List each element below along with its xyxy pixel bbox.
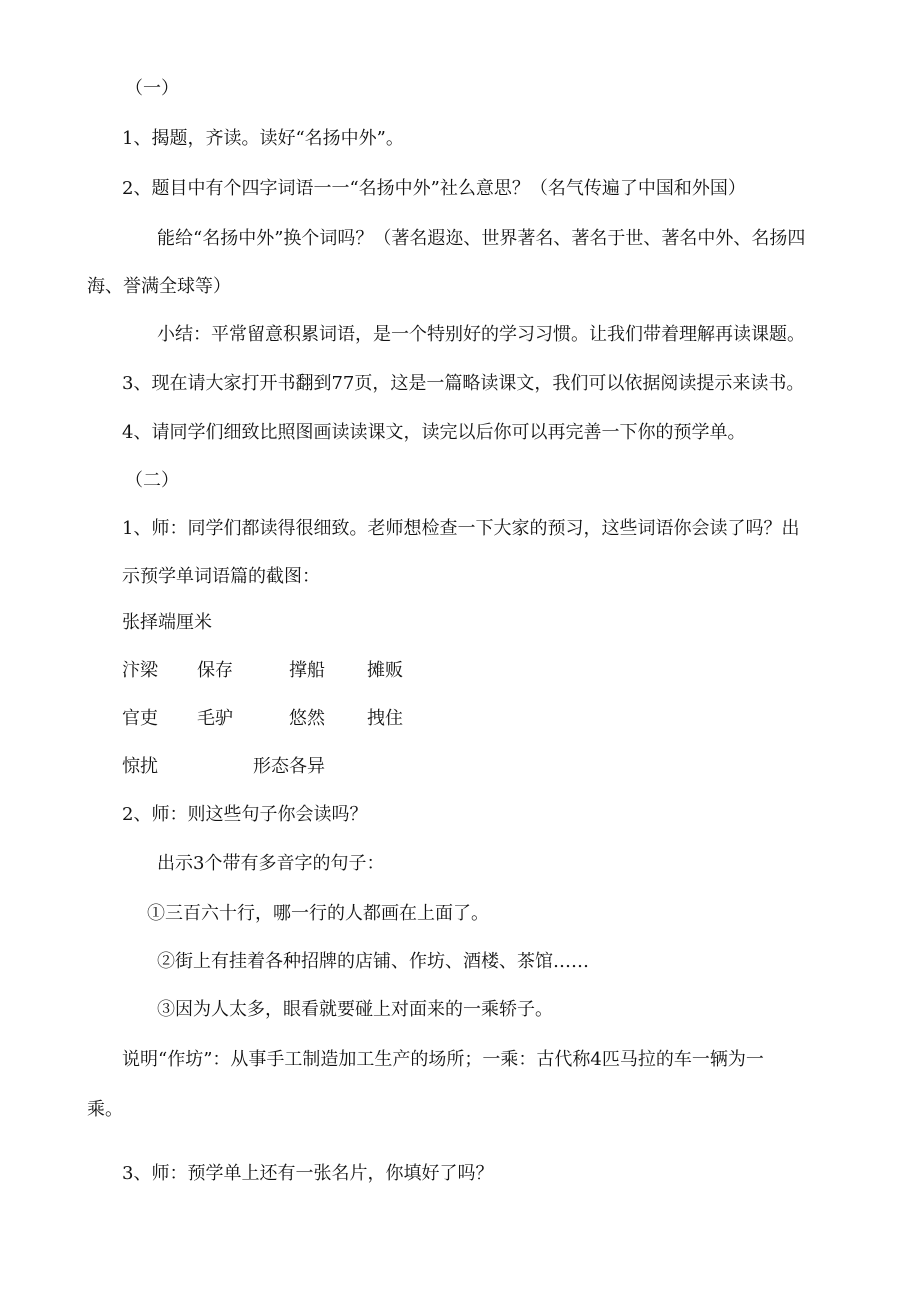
paragraph-s2-item-1-line-1: 1、师：同学们都读得很细致。老师想检查一下大家的预习，这些词语你会读了吗？出: [122, 518, 800, 539]
sentence-item: ①三百六十行，哪一行的人都画在上面了。: [147, 903, 489, 924]
word-item: 撑船: [289, 660, 325, 681]
word-item: 毛驴: [197, 708, 233, 729]
paragraph-note-line-2: 乘。: [87, 1099, 123, 1120]
word-item: 汴梁: [122, 660, 158, 681]
paragraph-summary: 小结：平常留意积累词语，是一个特别好的学习习惯。让我们带着理解再读课题。: [157, 324, 805, 345]
sentence-item: ③因为人太多，眼看就要碰上对面来的一乘轿子。: [157, 999, 553, 1020]
sentence-item: ②街上有挂着各种招牌的店铺、作坊、酒楼、茶馆……: [157, 951, 589, 972]
paragraph-note-line-1: 说明“作坊”：从事手工制造加工生产的场所；一乘：古代称4匹马拉的车一辆为一: [122, 1049, 764, 1070]
paragraph-s2-item-1-line-2: 示预学单词语篇的截图：: [122, 566, 320, 587]
paragraph-s2-item-3: 3、师：预学单上还有一张名片，你填好了吗？: [122, 1163, 494, 1184]
word-item: 悠然: [289, 708, 325, 729]
word-item: 官吏: [122, 708, 158, 729]
paragraph-item-1: 1、揭题，齐读。读好“名扬中外”。: [122, 128, 404, 149]
word-list-header: 张择端厘米: [122, 612, 212, 633]
word-item: 惊扰: [122, 756, 158, 777]
paragraph-item-2: 2、题目中有个四字词语一一“名扬中外”社么意思？（名气传遍了中国和外国）: [122, 178, 746, 199]
paragraph-s2-item-2-intro: 出示3个带有多音字的句子：: [157, 853, 385, 874]
paragraph-item-4: 4、请同学们细致比照图画读读课文，读完以后你可以再完善一下你的预学单。: [122, 422, 746, 443]
section-heading-2: （二）: [125, 470, 179, 491]
paragraph-s2-item-2: 2、师：则这些句子你会读吗？: [122, 804, 368, 825]
word-item: 保存: [197, 660, 233, 681]
paragraph-item-2-sub-line-1: 能给“名扬中外”换个词吗？（著名遐迩、世界著名、著名于世、著名中外、名扬四: [157, 228, 806, 249]
word-item: 形态各异: [253, 756, 325, 777]
word-item: 拽住: [367, 708, 403, 729]
section-heading-1: （一）: [125, 78, 179, 99]
paragraph-item-2-sub-line-2: 海、誉满全球等）: [87, 276, 231, 297]
paragraph-item-3: 3、现在请大家打开书翻到77页，这是一篇略读课文，我们可以依据阅读提示来读书。: [122, 373, 805, 394]
word-item: 摊贩: [367, 660, 403, 681]
